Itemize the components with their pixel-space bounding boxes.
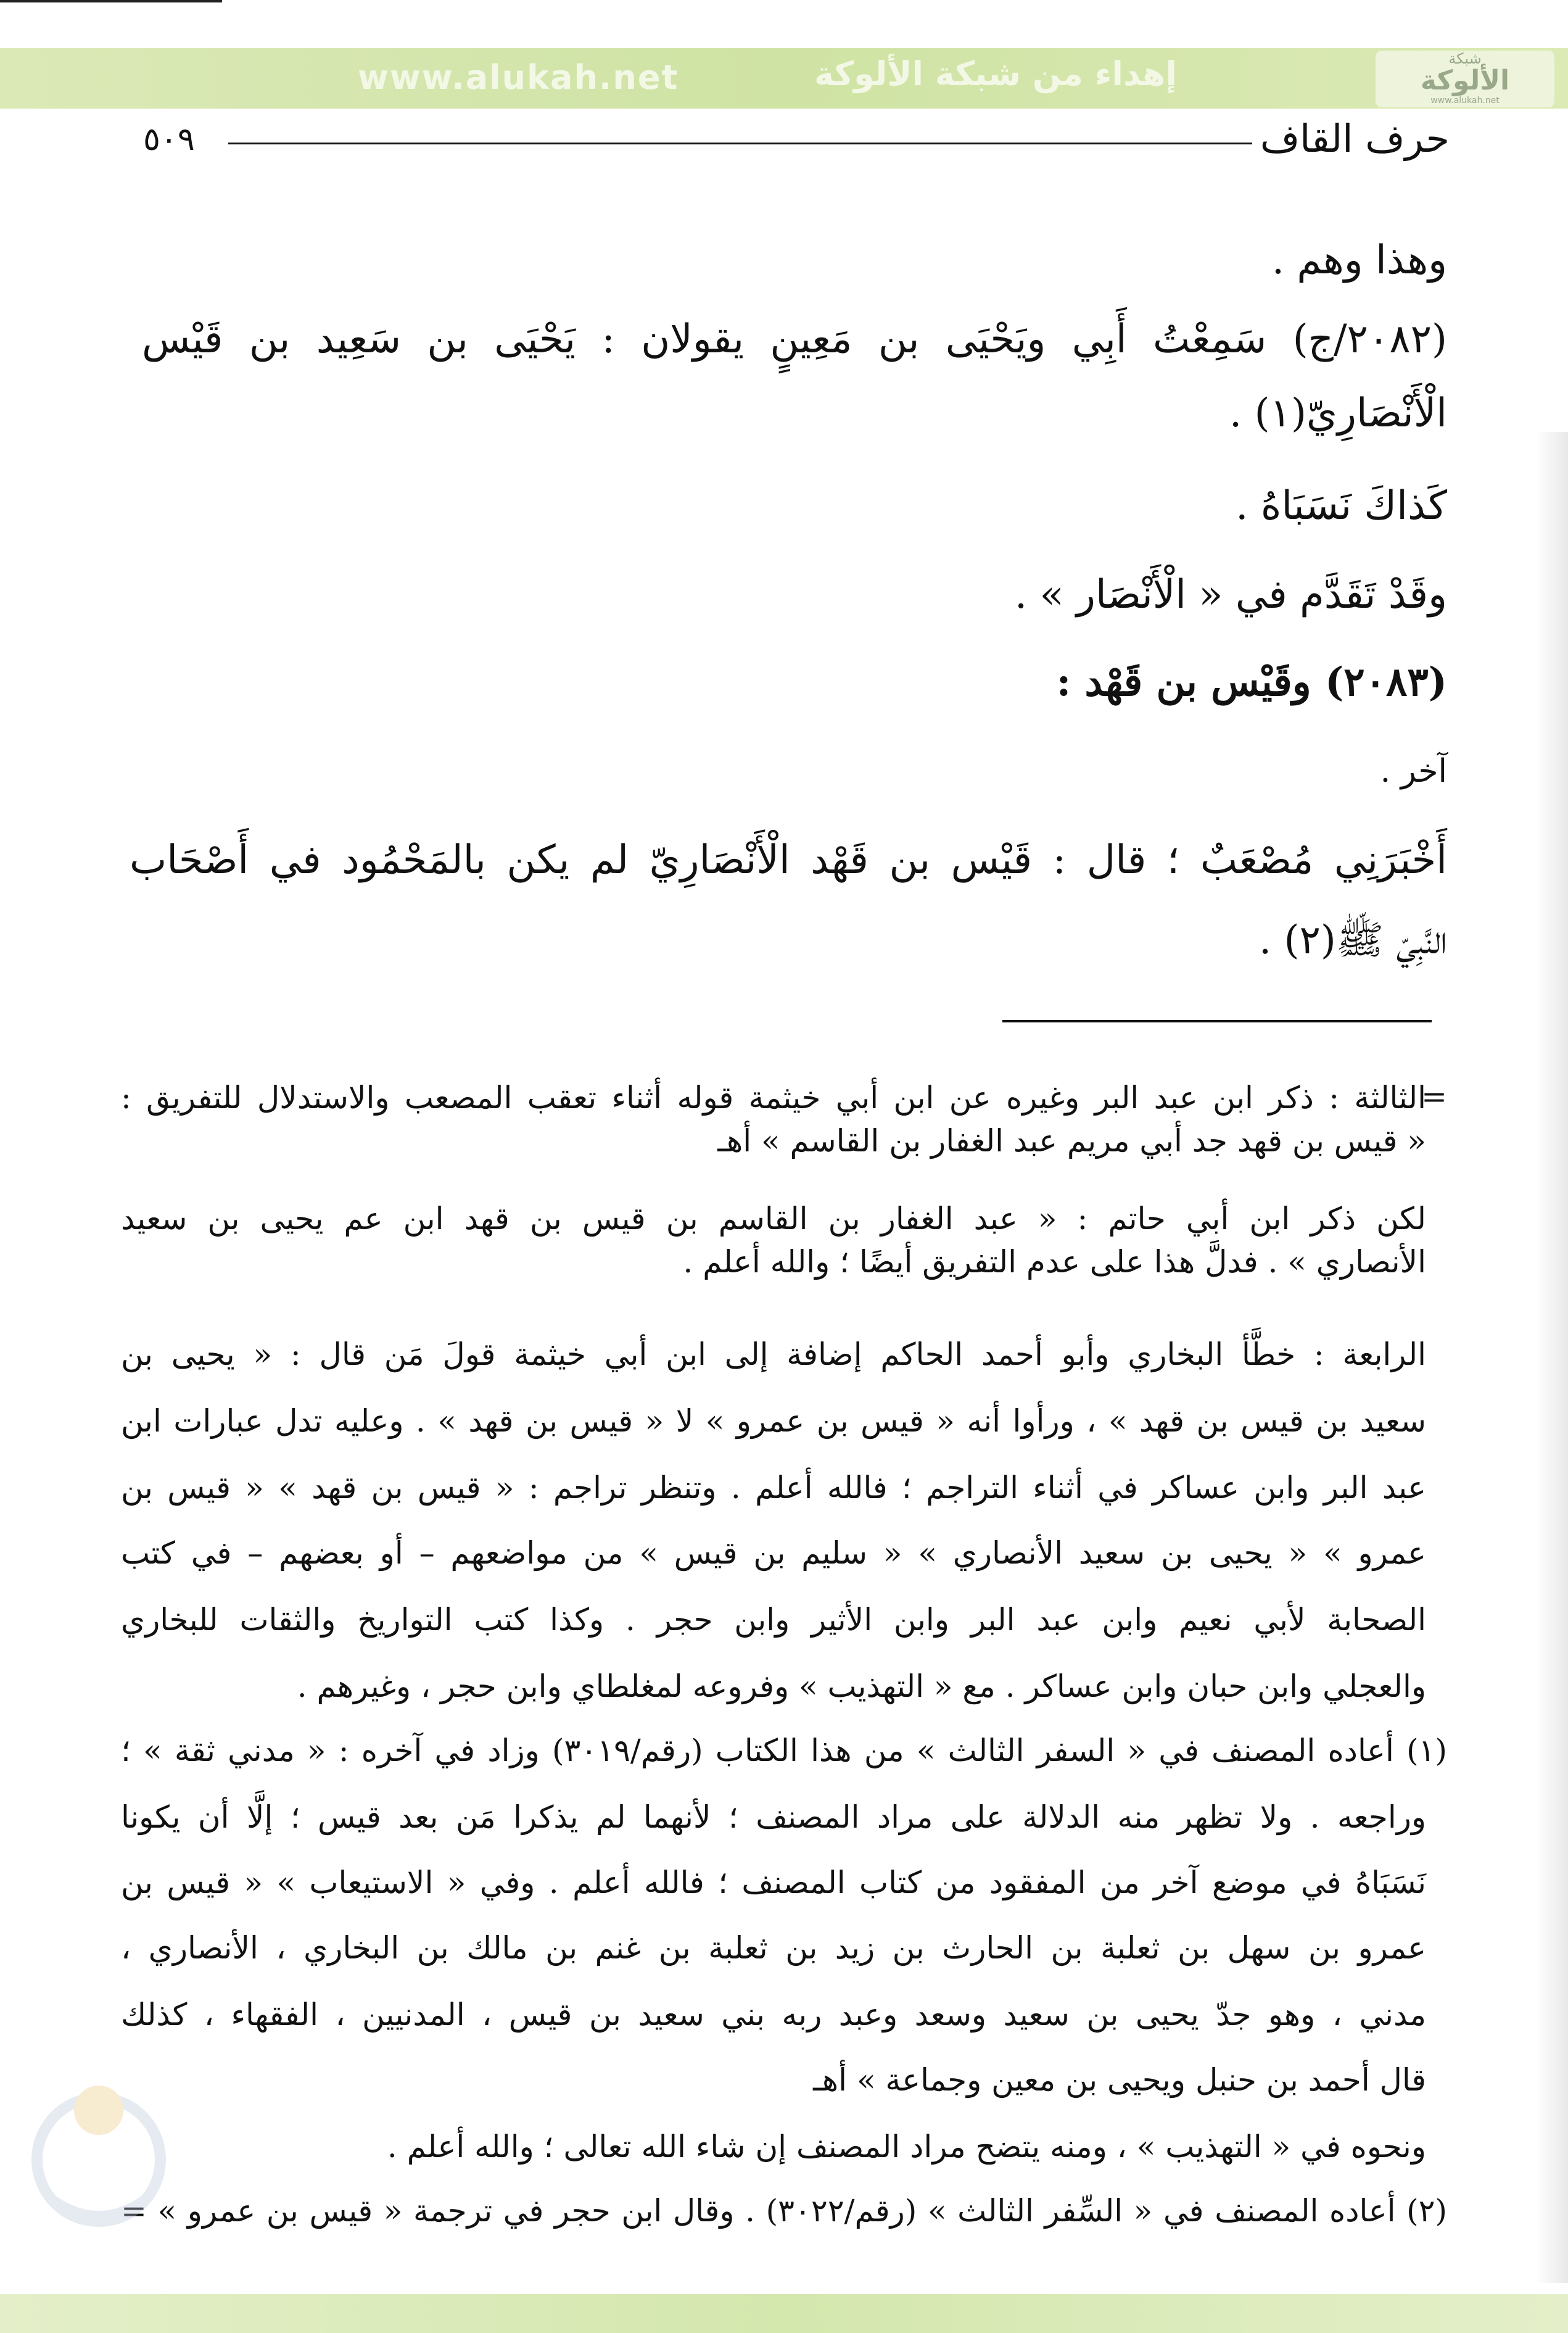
body-line: وقَدْ تَقَدَّم في « الْأَنْصَار » . (1014, 572, 1447, 618)
footnote-line: الصحابة لأبي نعيم وابن عبد البر وابن الأثير وابن حجر . وكذا كتب التواريخ والثقات للبخاري (121, 1602, 1426, 1638)
footnote-line: وراجعه . ولا تظهر منه الدلالة على مراد المصنف ؛ لأنهما لم يذكرا مَن بعد قيس ؛ إلَّا أن يكونا (121, 1799, 1426, 1835)
body-line: آخر . (1380, 753, 1447, 790)
body-line: كَذاكَ نَسَبَاهُ . (1236, 483, 1447, 529)
footnote-line: سعيد بن قيس بن قهد » ، ورأوا أنه « قيس بن عمرو » لا « قيس بن قهد » . وعليه تدل عبارات ابن (121, 1403, 1426, 1439)
chapter-title: حرف القاف (1260, 116, 1450, 161)
footnote-line: ونحوه في « التهذيب » ، ومنه يتضح مراد المصنف إن شاء الله تعالى ؛ والله أعلم . (387, 2129, 1426, 2165)
footnote-rule (1002, 1020, 1432, 1022)
footnote-line: (٢) أعاده المصنف في « السِّفر الثالث » (رقم/٣٠٢٢) . وقال ابن حجر في ترجمة « قيس بن عمرو » = (121, 2193, 1447, 2229)
footnote-line: عمرو بن سهل بن ثعلبة بن الحارث بن زيد بن ثعلبة بن غنم بن مالك بن البخاري ، الأنصاري ، (121, 1930, 1426, 1966)
footnote-line: « قيس بن قهد جد أبي مريم عبد الغفار بن القاسم » أهـ (717, 1123, 1426, 1159)
alukah-logo (1376, 51, 1554, 107)
footnote-line: لكن ذكر ابن أبي حاتم : « عبد الغفار بن القاسم بن قيس بن قهد ابن عم يحيى بن سعيد (121, 1201, 1426, 1237)
footnote-line: الثالثة : ذكر ابن عبد البر وغيره عن ابن أبي خيثمة قوله أثناء تعقب المصعب والاستدلال للتفريق : (121, 1080, 1426, 1116)
watermark-logo (25, 2055, 173, 2240)
footnote-line: (١) أعاده المصنف في « السفر الثالث » من هذا الكتاب (رقم/٣٠١٩) وزاد في آخره : « مدني ثقة » ؛ (121, 1733, 1447, 1768)
banner-url: www.alukah.net (358, 58, 679, 97)
body-line: (٢٠٨٢/ج) سَمِعْتُ أَبِي ويَحْيَى بن مَعِينٍ يقولان : يَحْيَى بن سَعِيد بن قَيْس (142, 317, 1447, 362)
logo-top-text: شبكة (1448, 50, 1482, 67)
scan-edge-shadow (1536, 432, 1568, 2283)
footnote-line: والعجلي وابن حبان وابن عساكر . مع « التهذيب » وفروعه لمغلطاي وابن حجر ، وغيرهم . (297, 1668, 1426, 1704)
scan-top-rule (0, 0, 222, 2)
body-line: أَخْبَرَنِي مُصْعَبٌ ؛ قال : قَيْس بن قَهْد الْأَنْصَارِيّ لم يكن بالمَحْمُود في أَصْحَاب (130, 837, 1447, 883)
footer-bar (0, 2294, 1568, 2333)
entry-heading: (٢٠٨٣) وقَيْس بن قَهْد : (1056, 659, 1447, 705)
footnote-line: عمرو » « يحيى بن سعيد الأنصاري » « سليم بن قيس » من مواضعهم – أو بعضهم – في كتب (121, 1535, 1426, 1571)
header-rule (228, 143, 1252, 144)
footnote-line: نَسَبَاهُ في موضع آخر من المفقود من كتاب المصنف ؛ فالله أعلم . وفي « الاستيعاب » « قيس بن (121, 1865, 1426, 1900)
body-line: النَّبِيّ ﷺ(٢) . (1258, 918, 1447, 963)
footnote-line: قال أحمد بن حنبل ويحيى بن معين وجماعة » أهـ (813, 2062, 1426, 2098)
banner-gift-text: إهداء من شبكة الألوكة (814, 54, 1177, 93)
logo-main-text: الألوكة (1420, 65, 1510, 96)
continuation-mark: = (1421, 1079, 1447, 1114)
footnote-line: الأنصاري » . فدلَّ هذا على عدم التفريق أيضًا ؛ والله أعلم . (683, 1244, 1426, 1280)
page-number: ٥٠٩ (143, 121, 195, 158)
body-line: الْأَنْصَارِيّ(١) . (1229, 391, 1447, 436)
footnote-line: عبد البر وابن عساكر في أثناء التراجم ؛ فالله أعلم . وتنظر تراجم : « قيس بن قهد » « قيس بن (121, 1470, 1427, 1506)
logo-url-text: www.alukah.net (1430, 96, 1500, 106)
body-line: وهذا وهم . (1271, 238, 1447, 283)
alukah-banner (0, 48, 1568, 109)
footnote-line: مدني ، وهو جدّ يحيى بن سعيد وسعد وعبد ربه بني سعيد بن قيس ، المدنيين ، الفقهاء ، كذلك (121, 1997, 1426, 2033)
footnote-line: الرابعة : خطَّأ البخاري وأبو أحمد الحاكم إضافة إلى ابن أبي خيثمة قولَ مَن قال : « يحيى بن (121, 1336, 1426, 1372)
